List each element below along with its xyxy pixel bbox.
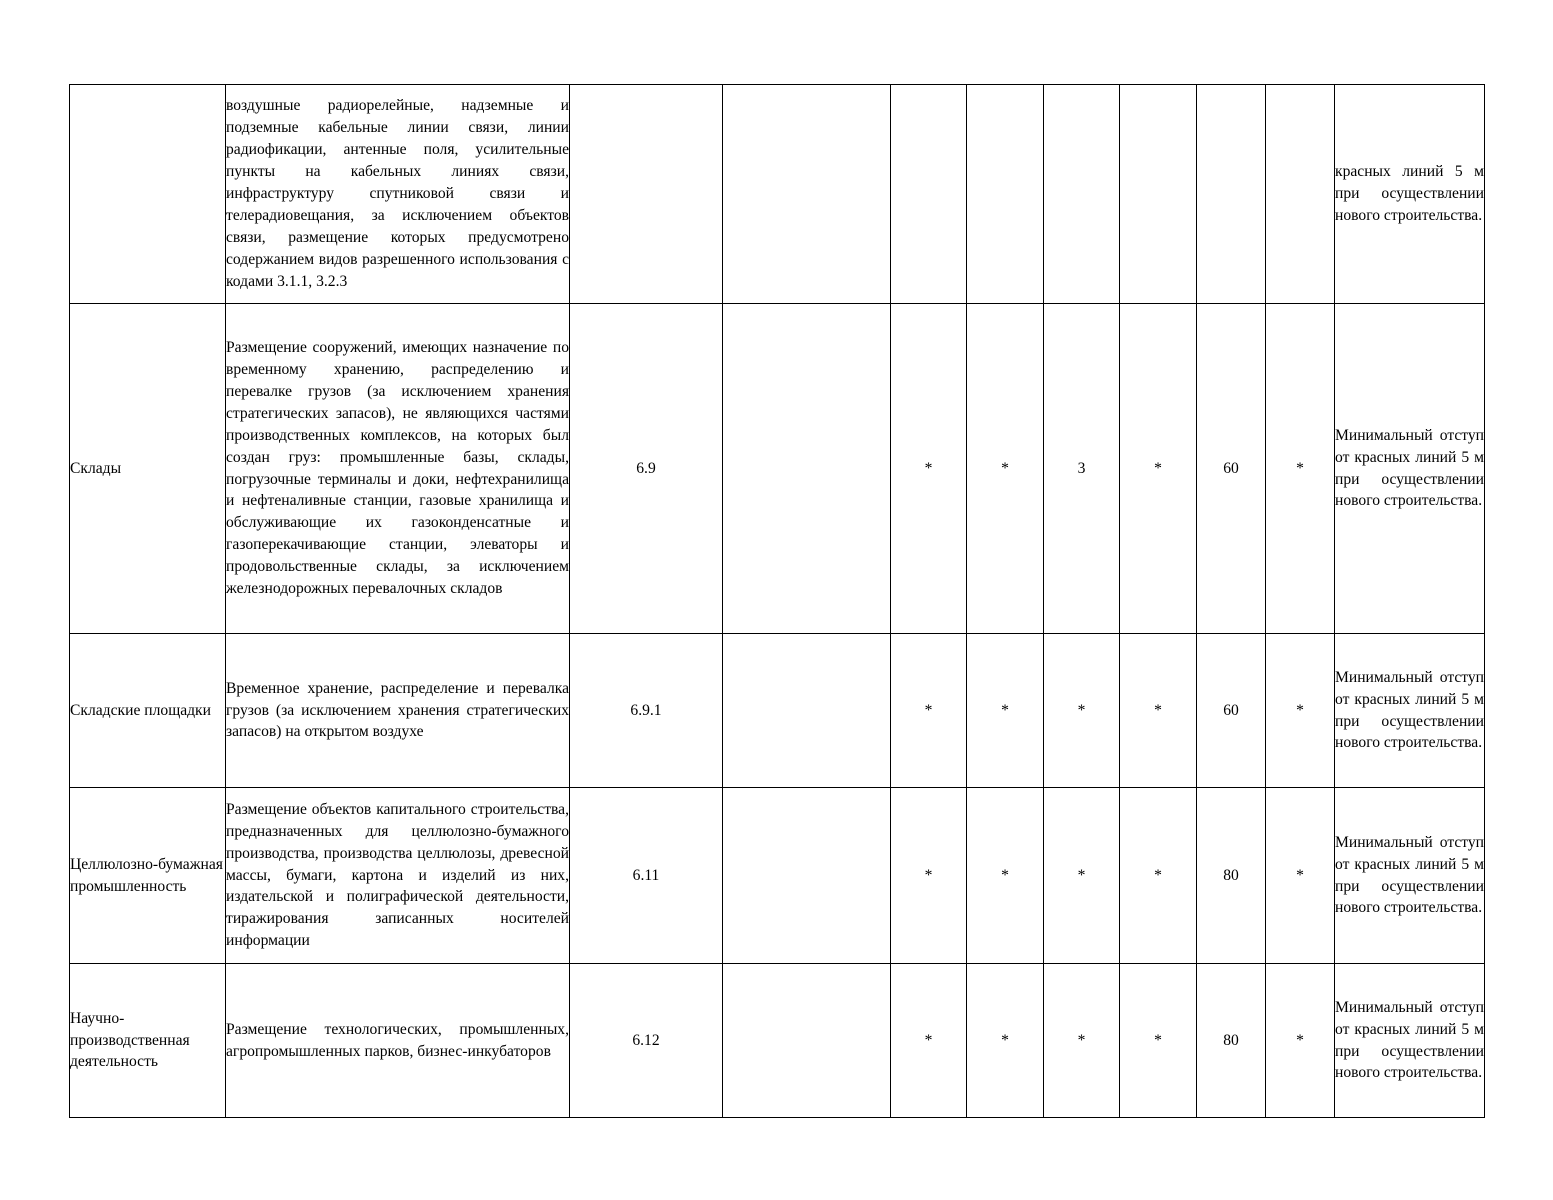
use-name-cell: Целлюлозно-бумажная промышленность: [70, 788, 226, 964]
param-cell: [723, 85, 891, 304]
param-cell: *: [891, 788, 967, 964]
param-cell: *: [967, 634, 1044, 788]
param-cell: *: [1044, 964, 1120, 1118]
param-cell: *: [1120, 788, 1197, 964]
param-cell: *: [1120, 634, 1197, 788]
param-cell: *: [891, 964, 967, 1118]
param-cell: [967, 85, 1044, 304]
use-name-cell: [70, 85, 226, 304]
param-cell: [723, 788, 891, 964]
use-description-cell: воздушные радиорелейные, надземные и подземные кабельные линии связи, линии радиофикации, антенные поля, усилительные пункты на кабельных линиях связи, инфраструктуру спутниковой связи и телерадиовещания, за исключением объектов связи, размещение которых предусмотрено содержанием видов разрешенного использования с кодами 3.1.1, 3.2.3: [226, 85, 570, 304]
use-name-cell: Склады: [70, 304, 226, 634]
note-cell: Минимальный отступ от красных линий 5 м при осуществлении нового строительства.: [1335, 634, 1485, 788]
param-cell: 80: [1197, 788, 1266, 964]
use-name-cell: Складские площадки: [70, 634, 226, 788]
use-description-cell: Размещение объектов капитального строительства, предназначенных для целлюлозно-бумажного производства, производства целлюлозы, древесной массы, бумаги, картона и изделий из них, издательской и полиграфической деятельности, тиражирования записанных носителей информации: [226, 788, 570, 964]
param-cell: *: [1044, 634, 1120, 788]
param-cell: *: [1120, 964, 1197, 1118]
use-code-cell: 6.9: [570, 304, 723, 634]
use-code-cell: 6.11: [570, 788, 723, 964]
use-code-cell: 6.9.1: [570, 634, 723, 788]
table-row: [70, 964, 1485, 1118]
param-cell: [1266, 85, 1335, 304]
note-cell: Минимальный отступ от красных линий 5 м при осуществлении нового строительства.: [1335, 788, 1485, 964]
param-cell: *: [967, 304, 1044, 634]
param-cell: [1120, 85, 1197, 304]
param-cell: 60: [1197, 634, 1266, 788]
param-cell: *: [891, 304, 967, 634]
table-row: [70, 634, 1485, 788]
use-description-cell: Временное хранение, распределение и перевалка грузов (за исключением хранения стратегических запасов) на открытом воздухе: [226, 634, 570, 788]
param-cell: 3: [1044, 304, 1120, 634]
use-code-cell: [570, 85, 723, 304]
param-cell: [891, 85, 967, 304]
param-cell: *: [967, 964, 1044, 1118]
table-row: [70, 788, 1485, 964]
param-cell: [723, 964, 891, 1118]
param-cell: *: [1266, 964, 1335, 1118]
table-row: [70, 304, 1485, 634]
param-cell: *: [967, 788, 1044, 964]
note-cell: красных линий 5 м при осуществлении нового строительства.: [1335, 85, 1485, 304]
land-use-table: [69, 84, 1485, 1118]
param-cell: 60: [1197, 304, 1266, 634]
param-cell: 80: [1197, 964, 1266, 1118]
param-cell: *: [1266, 304, 1335, 634]
use-name-cell: Научно-производственная деятельность: [70, 964, 226, 1118]
param-cell: *: [1120, 304, 1197, 634]
param-cell: [1044, 85, 1120, 304]
note-cell: Минимальный отступ от красных линий 5 м при осуществлении нового строительства.: [1335, 964, 1485, 1118]
param-cell: *: [1266, 788, 1335, 964]
table-row: [70, 85, 1485, 304]
param-cell: *: [1044, 788, 1120, 964]
use-description-cell: Размещение технологических, промышленных, агропромышленных парков, бизнес-инкубаторов: [226, 964, 570, 1118]
note-cell: Минимальный отступ от красных линий 5 м при осуществлении нового строительства.: [1335, 304, 1485, 634]
param-cell: [723, 634, 891, 788]
param-cell: *: [891, 634, 967, 788]
use-code-cell: 6.12: [570, 964, 723, 1118]
param-cell: *: [1266, 634, 1335, 788]
param-cell: [1197, 85, 1266, 304]
use-description-cell: Размещение сооружений, имеющих назначение по временному хранению, распределению и перевалке грузов (за исключением хранения стратегических запасов), не являющихся частями производственных комплексов, на которых был создан груз: промышленные базы, склады, погрузочные терминалы и доки, нефтехранилища и нефтеналивные станции, газовые хранилища и обслуживающие их газоконденсатные и газоперекачивающие станции, элеваторы и продовольственные склады, за исключением железнодорожных перевалочных складов: [226, 304, 570, 634]
param-cell: [723, 304, 891, 634]
